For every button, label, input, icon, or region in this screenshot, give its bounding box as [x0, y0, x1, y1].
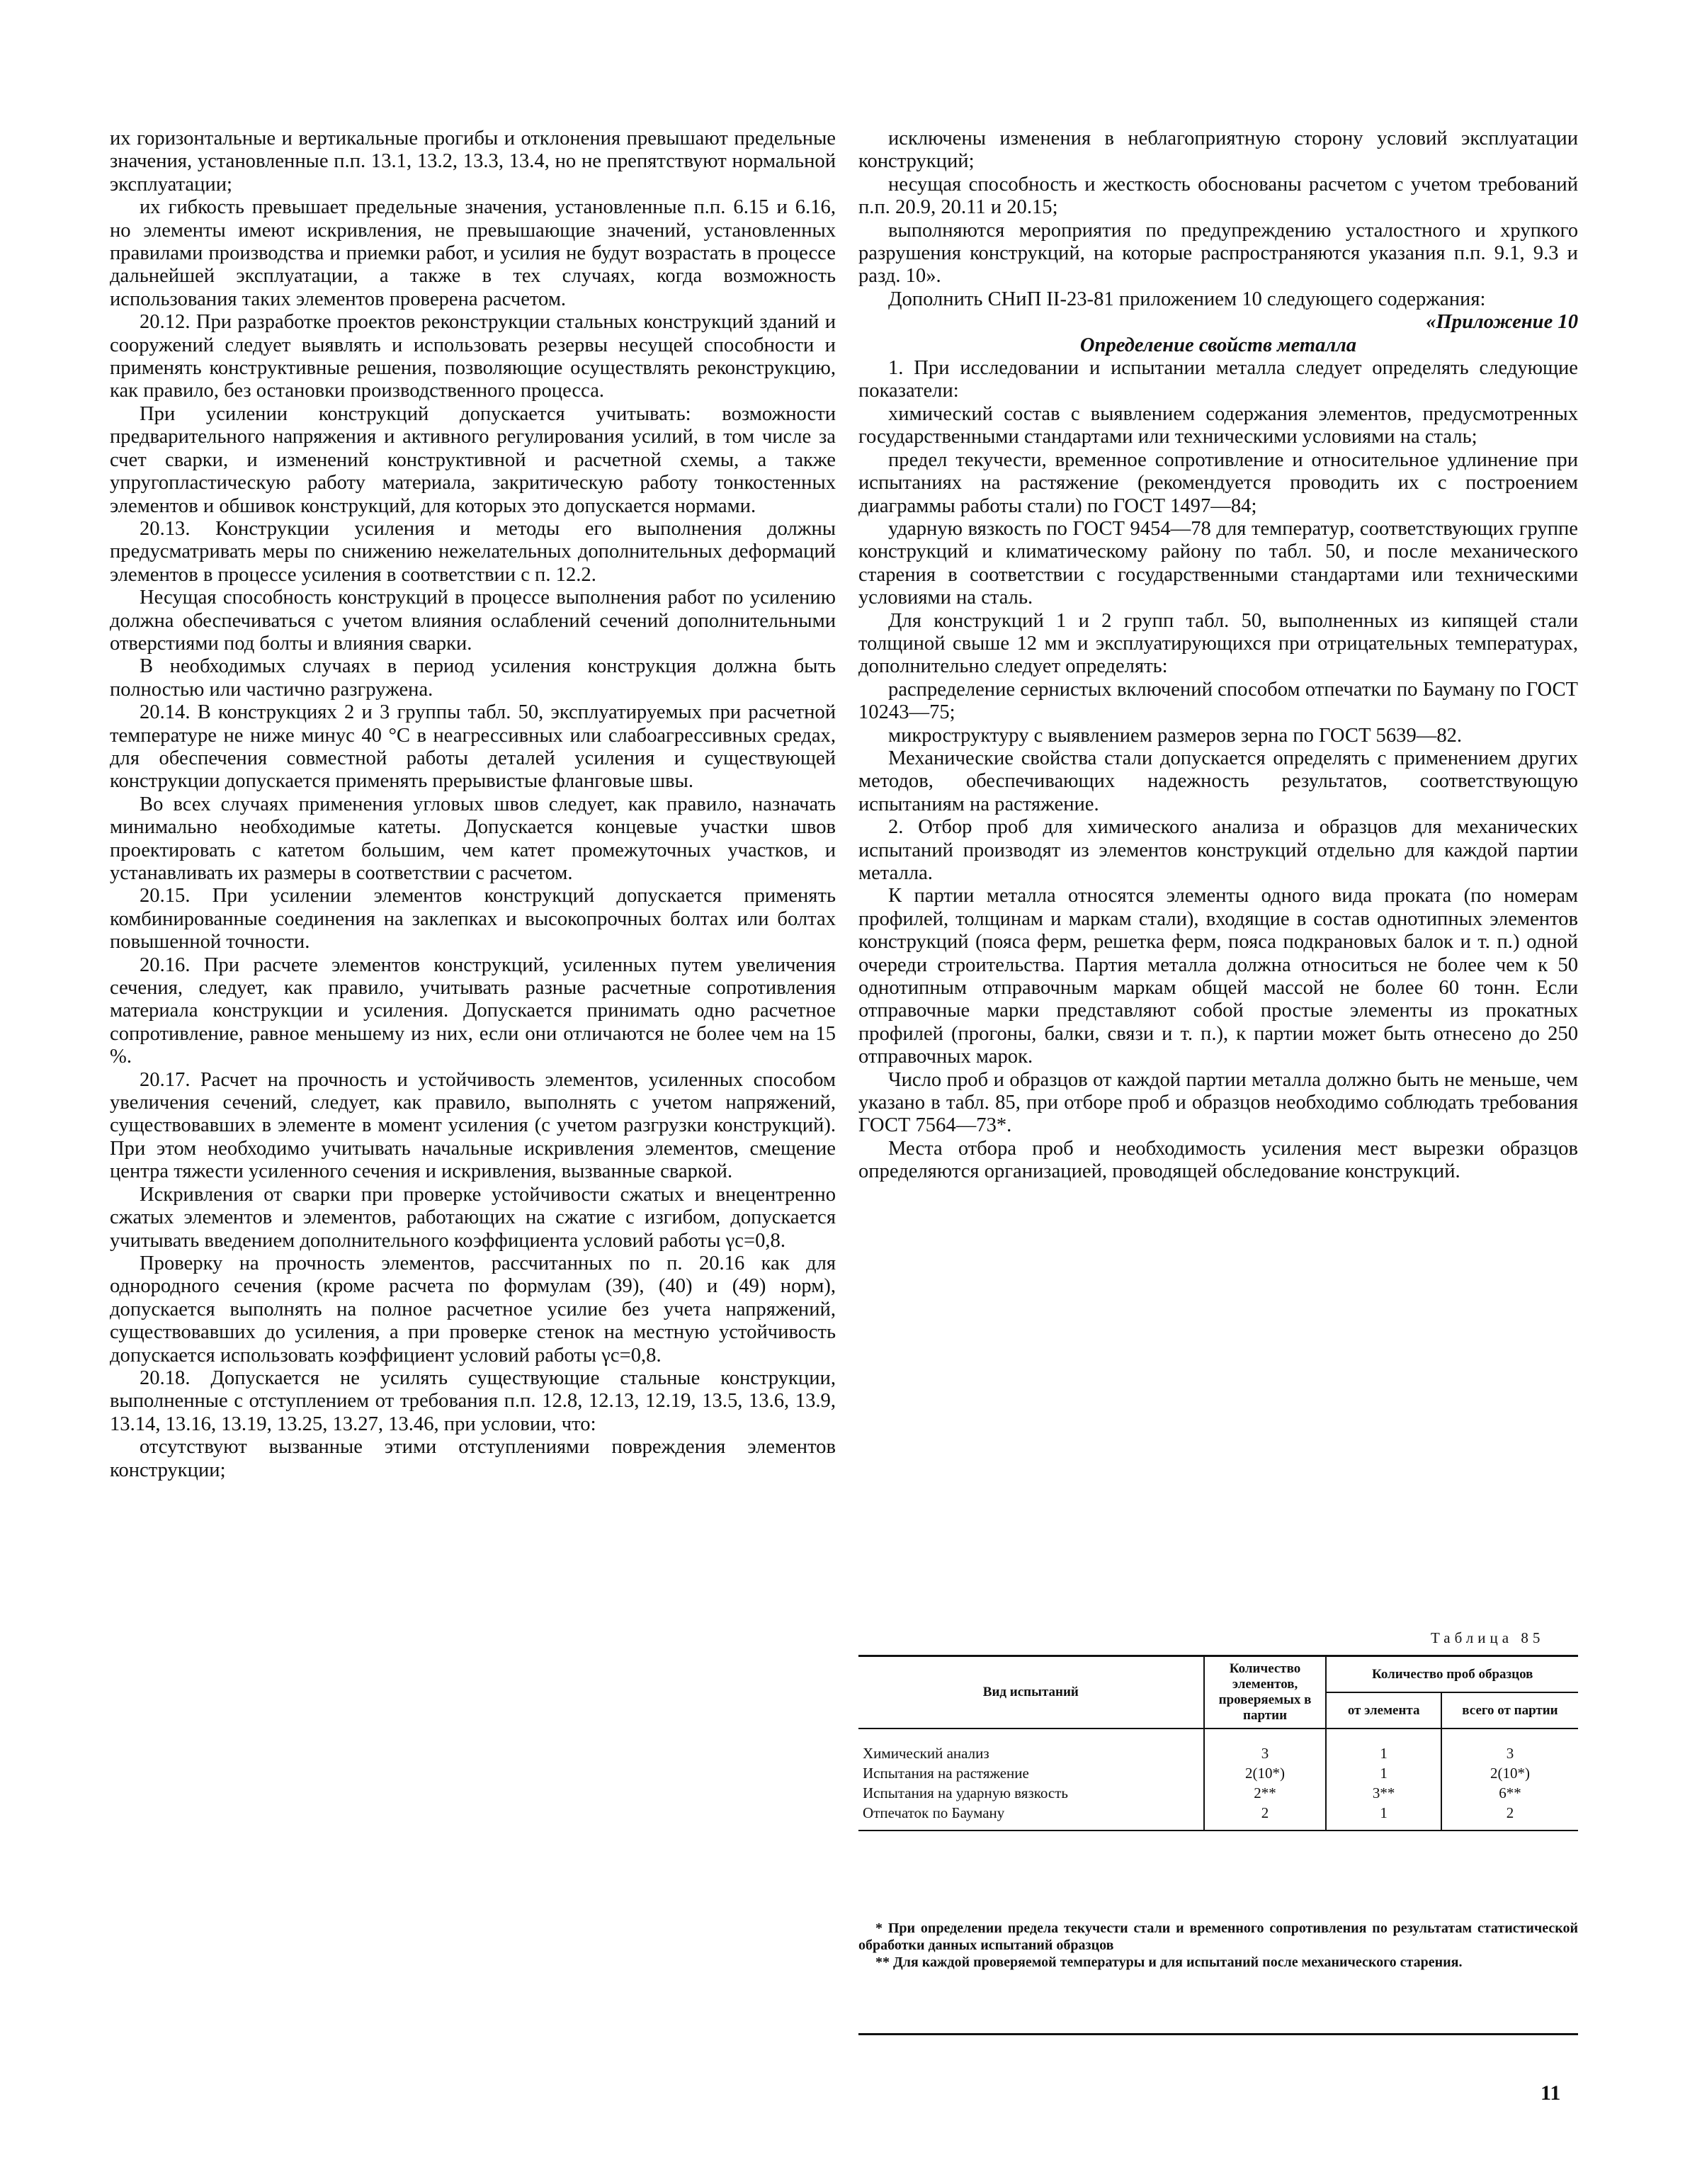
table-row	[858, 1803, 1578, 1831]
table-85	[858, 1655, 1578, 1831]
row-name: Испытания на ударную вязкость	[863, 1784, 1068, 1801]
paragraph: Для конструкций 1 и 2 групп табл. 50, выполненных из кипящей стали толщиной свыше 12 мм и эксплуатирующихся при отрицательных температурах, дополнительно следует определять:	[858, 609, 1578, 678]
page-number: 11	[1541, 2081, 1561, 2105]
table-row	[858, 1728, 1578, 1763]
paragraph: отсутствуют вызванные этими отступлениями повреждения элементов конструкции;	[110, 1436, 836, 1481]
row-per-batch: 2	[1441, 1803, 1578, 1831]
paragraph: Во всех случаях применения угловых швов следует, как правило, назначать минимально необходимые катеты. Допускается концевые участки швов проектировать с катетом большим, чем катет промежуточных участков, и устанавливать их размеры в соответствии с расчетом.	[110, 793, 836, 884]
row-elements: 2	[1204, 1803, 1327, 1831]
row-per-batch: 6**	[1441, 1783, 1578, 1803]
paragraph: 1. При исследовании и испытании металла следует определять следующие показатели:	[858, 357, 1578, 402]
paragraph: ударную вязкость по ГОСТ 9454—78 для температур, соответствующих группе конструкций и климатическому району по табл. 50, и после механического старения в соответствии с государственными стандартами или техническими условиями на сталь.	[858, 517, 1578, 609]
paragraph: их горизонтальные и вертикальные прогибы и отклонения превышают предельные значения, установленные п.п. 13.1, 13.2, 13.3, 13.4, но не препятствуют нормальной эксплуатации;	[110, 128, 836, 196]
paragraph: 20.12. При разработке проектов реконструкции стальных конструкций зданий и сооружений следует выявлять и использовать резервы несущей способности и применять конструктивные решения, позволяющие осуществлять реконструкцию, как правило, без остановки производственного процесса.	[110, 311, 836, 402]
appendix-label: «Приложение 10	[1426, 311, 1578, 334]
paragraph: В необходимых случаях в период усиления конструкция должна быть полностью или частично разгружена.	[110, 655, 836, 701]
table-row	[858, 1783, 1578, 1803]
row-elements: 3	[1204, 1728, 1327, 1763]
column-header-per-batch: всего от партии	[1441, 1692, 1578, 1728]
paragraph: Дополнить СНиП II-23-81 приложением 10 следующего содержания:	[888, 288, 1486, 310]
paragraph: 20.14. В конструкциях 2 и 3 группы табл. 50, эксплуатируемых при расчетной температуре не ниже минус 40 °С в неагрессивных или слабоагрессивных средах, для обеспечения совместной работы деталей усиления и существующей конструкции допускается применять прерывистые фланговые швы.	[110, 701, 836, 793]
paragraph: При усилении конструкций допускается учитывать: возможности предварительного напряжения и активного регулирования усилий, в том числе за счет сварки, и изменений конструктивной и расчетной схемы, а также упругопластическую работу материала, закритическую работу тонкостенных элементов и обшивок конструкций, для которых это допускается нормами.	[110, 402, 836, 517]
row-name: Химический анализ	[863, 1745, 989, 1762]
paragraph: Число проб и образцов от каждой партии металла должно быть не меньше, чем указано в табл. 85, при отборе проб и образцов необходимо соблюдать требования ГОСТ 7564—73*.	[858, 1068, 1578, 1137]
paragraph: их гибкость превышает предельные значения, установленные п.п. 6.15 и 6.16, но элементы имеют искривления, не превышающие значений, установленных правилами производства и приемки работ, и усилия не будут возрастать в процессе дальнейшей эксплуатации, а также в тех случаях, когда возможность использования таких элементов проверена расчетом.	[110, 196, 836, 310]
table-row	[858, 1763, 1578, 1783]
column-header-per-element: от элемента	[1326, 1692, 1441, 1728]
paragraph: распределение сернистых включений способом отпечатки по Бауману по ГОСТ 10243—75;	[858, 678, 1578, 724]
left-column	[110, 128, 836, 1482]
paragraph: микроструктуру с выявлением размеров зерна по ГОСТ 5639—82.	[888, 724, 1463, 747]
paragraph: 20.16. При расчете элементов конструкций, усиленных путем увеличения сечения, следует, как правило, учитывать разные расчетные сопротивления материала конструкции и усиления. Допускается принимать одно расчетное сопротивление, равное меньшему из них, если они отличаются не более чем на 15 %.	[110, 954, 836, 1068]
appendix-title: Определение свойств металла	[1079, 334, 1357, 356]
column-header-test-type: Вид испытаний	[858, 1656, 1204, 1729]
table-label: Таблица 85	[1431, 1629, 1545, 1646]
row-name: Отпечаток по Бауману	[858, 1803, 1204, 1831]
paragraph: Искривления от сварки при проверке устойчивости сжатых и внецентренно сжатых элементов и элементов, работающих на сжатие с изгибом, допускается учитывать введением дополнительного коэффициента условий работы γc=0,8.	[110, 1183, 836, 1252]
paragraph: 2. Отбор проб для химического анализа и образцов для механических испытаний производят из элементов конструкций отдельно для каждой партии металла.	[858, 816, 1578, 884]
paragraph: выполняются мероприятия по предупреждению усталостного и хрупкого разрушения конструкций, на которые распространяются указания п.п. 9.1, 9.3 и разд. 10».	[858, 219, 1578, 288]
paragraph: Несущая способность конструкций в процессе выполнения работ по усилению должна обеспечиваться с учетом влияния ослаблений сечений дополнительными отверстиями под болты и влияния сварки.	[110, 587, 836, 655]
footnote: * При определении предела текучести стали и временного сопротивления по результатам статистической обработки данных испытаний образцов	[858, 1920, 1578, 1953]
paragraph: 20.15. При усилении элементов конструкций допускается применять комбинированные соединения на заклепках и высокопрочных болтах или болтах повышенной точности.	[110, 885, 836, 954]
right-column	[858, 128, 1578, 1184]
column-header-elements-count: Количество элементов, проверяемых в партии	[1204, 1656, 1327, 1729]
paragraph: 20.18. Допускается не усилять существующие стальные конструкции, выполненные с отступлением от требования п.п. 12.8, 12.13, 12.19, 13.5, 13.6, 13.9, 13.14, 13.16, 13.19, 13.25, 13.27, 13.46, при условии, что:	[110, 1367, 836, 1435]
row-per-element: 1	[1326, 1763, 1441, 1783]
row-per-batch: 3	[1441, 1728, 1578, 1763]
row-per-element: 3**	[1326, 1783, 1441, 1803]
row-per-element: 1	[1326, 1728, 1441, 1763]
paragraph: К партии металла относятся элементы одного вида проката (по номерам профилей, толщинам и маркам стали), входящие в состав однотипных элементов конструкций (пояса ферм, решетка ферм, пояса подкрановых балок и т. п.) одной очереди строительства. Партия металла должна относиться не более чем к 50 однотипным отправочным маркам общей массой не более 60 тонн. Если отправочные марки представляют собой простые элементы из прокатных профилей (прогоны, балки, связи и т. п.), к партии может быть отнесено до 250 отправочных марок.	[858, 885, 1578, 1068]
column-header-samples-group: Количество проб образцов	[1326, 1656, 1578, 1693]
row-per-batch: 2(10*)	[1441, 1763, 1578, 1783]
paragraph: несущая способность и жесткость обоснованы расчетом с учетом требований п.п. 20.9, 20.11 и 20.15;	[858, 173, 1578, 219]
row-per-element: 1	[1326, 1803, 1441, 1831]
paragraph: химический состав с выявлением содержания элементов, предусмотренных государственными стандартами или техническими условиями на сталь;	[858, 402, 1578, 448]
paragraph: 20.13. Конструкции усиления и методы его выполнения должны предусматривать меры по снижению нежелательных дополнительных деформаций элементов в процессе усиления в соответствии с п. 12.2.	[110, 517, 836, 586]
paragraph: Механические свойства стали допускается определять с применением других методов, обеспечивающих надежность результатов, соответствующую испытаниям на растяжение.	[858, 747, 1578, 815]
row-name: Испытания на растяжение	[863, 1765, 1029, 1782]
paragraph: Места отбора проб и необходимость усиления мест вырезки образцов определяются организацией, проводящей обследование конструкций.	[858, 1137, 1578, 1183]
bottom-rule	[858, 2033, 1578, 2035]
table-footnotes	[858, 1920, 1578, 1971]
footnote: ** Для каждой проверяемой температуры и для испытаний после механического старения.	[875, 1954, 1463, 1970]
paragraph: предел текучести, временное сопротивление и относительное удлинение при испытаниях на растяжение (рекомендуется проводить их с построением диаграммы работы стали) по ГОСТ 1497—84;	[858, 448, 1578, 517]
paragraph: исключены изменения в неблагоприятную сторону условий эксплуатации конструкций;	[858, 128, 1578, 173]
paragraph: Проверку на прочность элементов, рассчитанных по п. 20.16 как для однородного сечения (кроме расчета по формулам (39), (40) и (49) норм), допускается выполнять на полное расчетное усилие без учета напряжений, существовавших до усиления, а при проверке стенок на местную устойчивость допускается использовать коэффициент условий работы γc=0,8.	[110, 1252, 836, 1367]
row-elements: 2(10*)	[1204, 1763, 1327, 1783]
row-elements: 2**	[1204, 1783, 1327, 1803]
paragraph: 20.17. Расчет на прочность и устойчивость элементов, усиленных способом увеличения сечений, следует, как правило, выполнять с учетом напряжений, существовавших в элементе в момент усиления (с учетом разгрузки конструкций). При этом необходимо учитывать начальные искривления элементов, смещение центра тяжести усиленного сечения и искривления, вызванные сваркой.	[110, 1068, 836, 1183]
